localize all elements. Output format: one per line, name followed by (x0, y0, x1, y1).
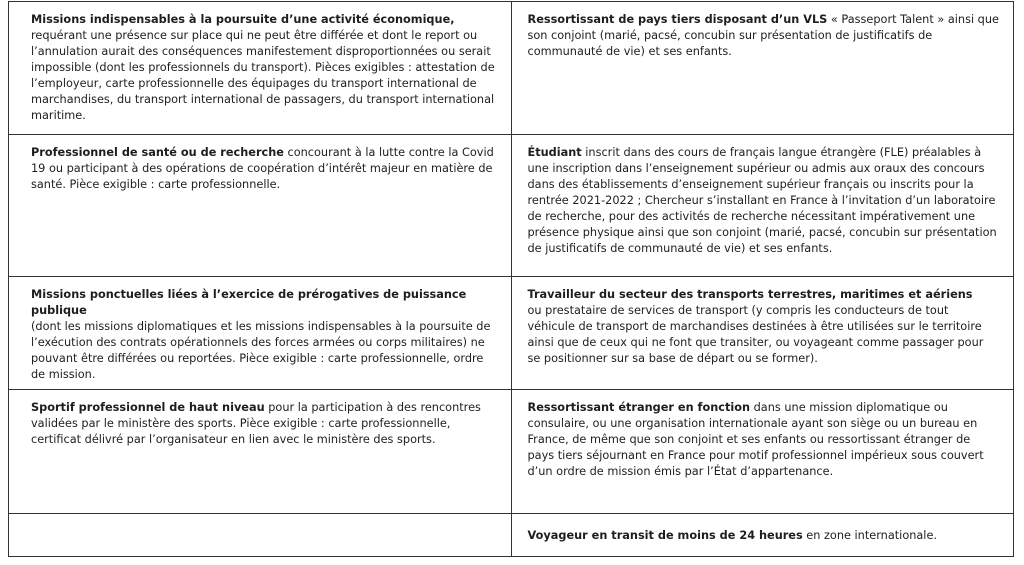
table-cell-left (9, 390, 512, 514)
table-cell-right (511, 514, 1014, 557)
eligibility-table (8, 1, 1014, 557)
cell-heading: Professionnel de santé ou de recherche (31, 146, 284, 159)
cell-heading: Ressortissant étranger en fonction (527, 401, 751, 414)
cell-heading: Travailleur du secteur des transports terrestres, maritimes et aériens (527, 288, 973, 301)
cell-paragraph (31, 12, 497, 124)
table-cell-left (9, 135, 512, 277)
cell-heading: Étudiant (527, 146, 582, 159)
cell-text: « Passeport Talent » ainsi que son conjoint (marié, pacsé, concubin sur présentation de justificatifs de communauté de vie) et ses enfants. (527, 13, 999, 58)
cell-text: (dont les missions diplomatiques et les missions indispensables à la poursuite de l’exécution des contrats opérationnels des forces armées ou corps militaires) ne pouvant être différées ou reportées. Pièce exigible : carte professionnelle, ordre de mission. (31, 320, 491, 381)
cell-paragraph (31, 287, 497, 383)
cell-paragraph (528, 12, 1000, 60)
cell-heading: Voyageur en transit de moins de 24 heures (527, 529, 803, 542)
table-row (9, 514, 1014, 557)
cell-text: ou prestataire de services de transport (y compris les conducteurs de tout véhicule de transport de marchandises destinées à être utilisées sur le territoire ainsi que de ceux qui ne font que transiter, ou voyageant comme passager pour se positionner sur sa base de départ ou se former). (527, 304, 984, 365)
table-row (9, 2, 1014, 135)
cell-heading: Missions indispensables à la poursuite d’une activité économique, (31, 13, 455, 26)
cell-text: concourant à la lutte contre la Covid 19 ou participant à des opérations de coopération d’intérêt majeur en matière de santé. Pièce exigible : carte professionnelle. (31, 146, 494, 191)
cell-heading: Ressortissant de pays tiers disposant d’un VLS (527, 13, 828, 26)
cell-text: pour la participation à des rencontres validées par le ministère des sports. Pièce exigible : carte professionnelle, certificat délivré par l’organisateur en lien avec le ministère des sports. (31, 401, 481, 446)
cell-paragraph (528, 400, 1000, 480)
cell-paragraph (528, 287, 1000, 367)
table-cell-left (9, 2, 512, 135)
cell-paragraph (31, 400, 497, 448)
table-row (9, 277, 1014, 390)
cell-text: en zone internationale. (806, 529, 937, 542)
cell-paragraph (31, 145, 497, 193)
cell-heading: Sportif professionnel de haut niveau (31, 401, 265, 414)
table-cell-left (9, 277, 512, 390)
cell-paragraph (528, 528, 1000, 544)
table-row (9, 390, 1014, 514)
cell-heading: Missions ponctuelles liées à l’exercice de prérogatives de puissance publique (31, 288, 467, 317)
cell-text: requérant une présence sur place qui ne peut être différée et dont le report ou l’annulation aurait des conséquences manifestement disproportionnées ou serait impossible (dont les professionnels du transport). Pièces exigibles : attestation de l’employeur, carte professionnelle des équipages du transport international de marchandises, du transport international de passagers, du transport international maritime. (31, 29, 495, 122)
table-cell-right (511, 390, 1014, 514)
table-cell-right (511, 135, 1014, 277)
table-cell-right (511, 277, 1014, 390)
cell-paragraph (528, 145, 1000, 257)
cell-text: dans une mission diplomatique ou consulaire, ou une organisation internationale ayant son siège ou un bureau en France, de même que son conjoint et ses enfants ou ressortissant étranger de pays tiers séjournant en France pour motif professionnel impérieux sous couvert d’un ordre de mission émis par l’État d’appartenance. (527, 401, 984, 478)
cell-text: inscrit dans des cours de français langue étrangère (FLE) préalables à une inscription dans l’enseignement supérieur ou admis aux oraux des concours dans des établissements d’enseignement supérieur français ou inscrits pour la rentrée 2021-2022 ; Chercheur s’installant en France à l’invitation d’un laboratoire de recherche, pour des activités de recherche nécessitant impérativement une présence physique ainsi que son conjoint (marié, pacsé, concubin sur présentation de justificatifs de communauté de vie) et ses enfants. (527, 146, 997, 255)
table-row (9, 135, 1014, 277)
table-cell-left-empty (9, 514, 512, 557)
table-cell-right (511, 2, 1014, 135)
